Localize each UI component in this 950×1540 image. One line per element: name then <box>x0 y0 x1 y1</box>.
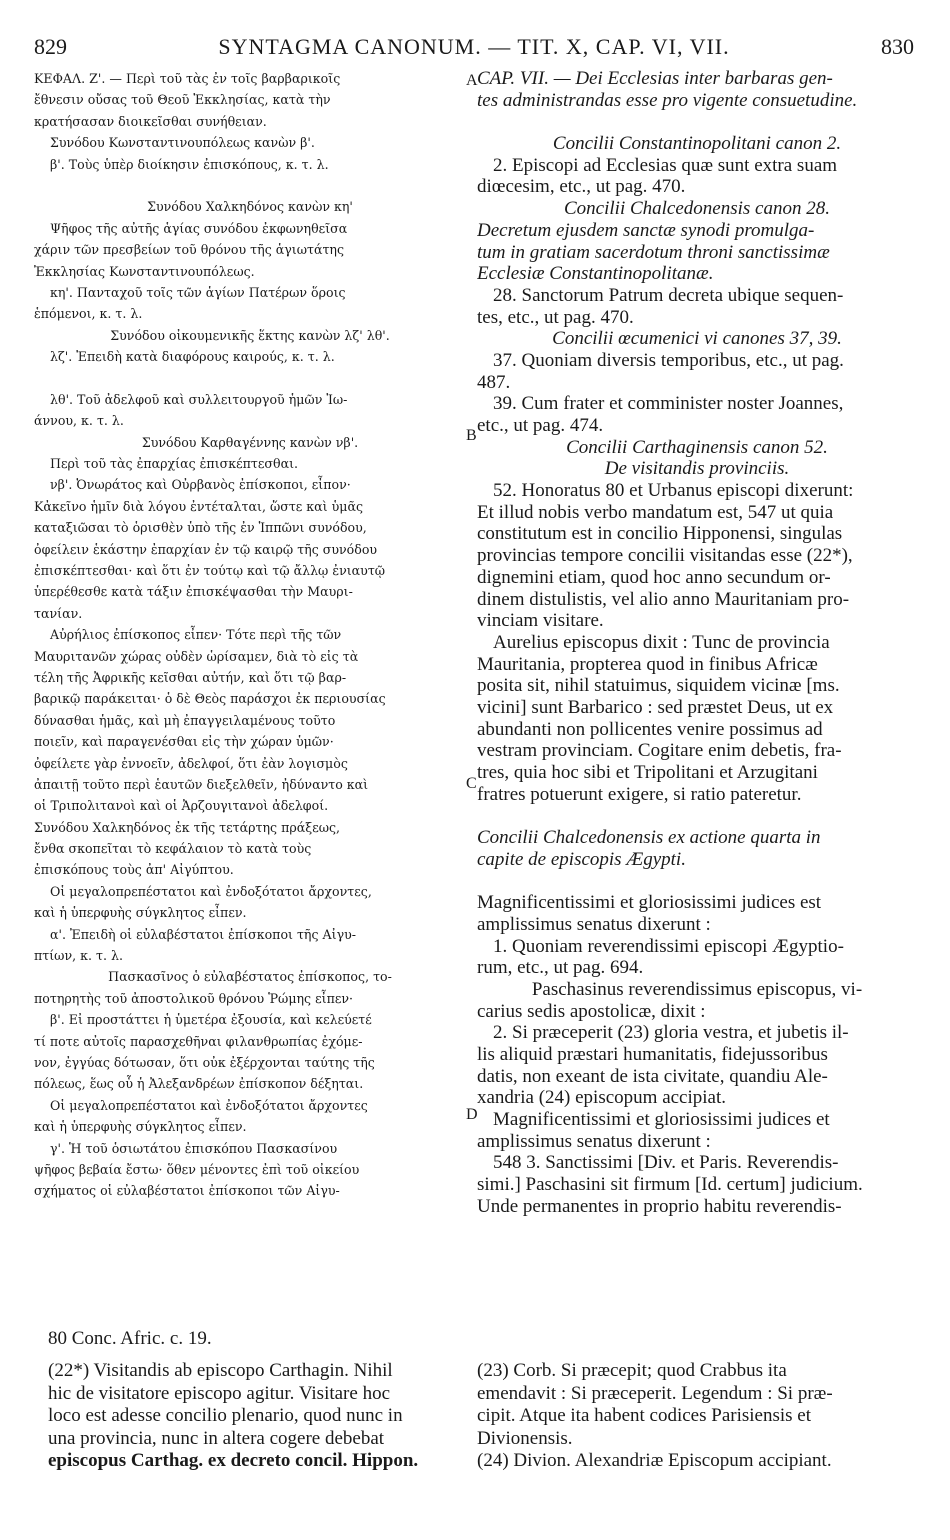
footnotes-right <box>477 1360 917 1473</box>
greek-line: Περὶ τοῦ τὰς ἐπαρχίας ἐπισκέπτεσθαι. <box>50 456 299 472</box>
latin-line: Concilii œcumenici vi canones 37, 39. <box>552 328 842 350</box>
greek-line: καταξιῶσαι τὸ ὁρισθὲν ὑπὸ τῆς ἐν Ἱππῶνι συνόδου, <box>34 520 367 536</box>
greek-line: ἔθνεσιν οὔσας τοῦ Θεοῦ Ἐκκλησίας, κατὰ τὴν <box>34 92 331 108</box>
latin-line: Concilii Carthaginensis canon 52. <box>566 436 828 458</box>
footnote-line: hic de visitatore episcopo agitur. Visitare hoc <box>48 1382 390 1404</box>
latin-line: 39. Cum frater et comminister noster Joannes, <box>493 393 844 415</box>
greek-line: πόλεως, ἕως οὗ ἡ Ἀλεξανδρέων ἐπίσκοπον δέξηται. <box>34 1076 364 1092</box>
latin-line <box>477 805 917 827</box>
greek-line: λζ'. Ἐπειδὴ κατὰ διαφόρους καιρούς, κ. τ. λ. <box>50 349 335 365</box>
greek-line: ποιεῖν, καὶ παραγενέσθαι εἰς τὴν χώραν ὑμῶν· <box>34 734 334 750</box>
greek-line: βαρικῷ παράκειται· ὁ δὲ Θεὸς παράσχοι ἐκ περιουσίας <box>34 691 386 707</box>
greek-line: ἐπισκέπτεσθαι· καὶ ὅτι ἐν τούτῳ καὶ τῷ ἄλλῳ ἐνιαυτῷ <box>34 562 386 578</box>
greek-line: χάριν τῶν πρεσβείων τοῦ θρόνου τῆς ἁγιωτάτης <box>34 242 345 258</box>
greek-line: κη'. Πανταχοῦ τοῖς τῶν ἁγίων Πατέρων ὅροις <box>50 284 346 300</box>
greek-column <box>34 68 466 1202</box>
margin-letter-b: B <box>466 427 477 444</box>
greek-line: Ἐκκλησίας Κωνσταντινουπόλεως. <box>34 263 255 279</box>
latin-line: tum in gratiam sacerdotum throni sanctissimæ <box>477 241 830 263</box>
greek-line: πτίων, κ. τ. λ. <box>34 948 123 964</box>
greek-line: ὑπερέθεσθε κατὰ τάξιν ἐπισκέψασθαι τὴν Μαυρι- <box>34 584 353 600</box>
latin-line: diœcesim, etc., ut pag. 470. <box>477 176 686 198</box>
latin-line: Magnificentissimi et gloriosissimi judices et <box>493 1109 830 1130</box>
latin-line: De visitandis provinciis. <box>604 458 790 480</box>
latin-line: Magnificentissimi et gloriosissimi judices est <box>477 892 822 914</box>
latin-line: tres, quia hoc sibi et Tripolitani et Arzugitani <box>477 762 818 783</box>
greek-line: Ψῆφος τῆς αὐτῆς ἁγίας συνόδου ἐκφωνηθεῖσα <box>50 220 348 236</box>
latin-line: abundanti non pollicentes venire possimus ad <box>477 718 823 740</box>
greek-line: ἔνθα σκοπεῖται τὸ κεφάλαιον τὸ κατὰ τοὺς <box>34 841 312 857</box>
greek-line: ἀπαιτῇ τοῦτο περὶ ἑαυτῶν διεξελθεῖν, ἠδύναντο καὶ <box>34 776 369 792</box>
greek-line: β'. Τοὺς ὑπὲρ διοίκησιν ἐπισκόπους, κ. τ. λ. <box>50 156 329 172</box>
greek-line: ἐπισκόπους τοὺς ἀπ' Αἰγύπτου. <box>34 862 234 878</box>
footnote-line: (22*) Visitandis ab episcopo Carthagin. Nihil <box>48 1360 393 1381</box>
latin-line: Concilii Chalcedonensis canon 28. <box>564 198 830 220</box>
latin-line: Unde permanentes in proprio habitu reverendis- <box>477 1195 842 1217</box>
footnote-line: emendavit : Si præceperit. Legendum : Si præ- <box>477 1382 833 1404</box>
latin-line: 52. Honoratus 80 et Urbanus episcopi dixerunt: <box>493 480 854 502</box>
greek-line: ψῆφος βεβαία ἔστω· ὅθεν μένοντες ἐπὶ τοῦ οἰκείου <box>34 1161 360 1177</box>
greek-line: δύνασθαι ἡμᾶς, καὶ μὴ ἐπαγγειλαμένους τοῦτο <box>34 712 336 728</box>
latin-line: provincias tempore concilii visitandas esse (22*), <box>477 545 853 567</box>
latin-line: posita sit, nihil statuimus, siquidem vicinæ [ms. <box>477 675 840 697</box>
latin-line: etc., ut pag. 474. <box>477 415 604 436</box>
greek-line: κρατήσασαν διοικεῖσθαι συνήθειαν. <box>34 113 267 129</box>
greek-line <box>34 367 466 388</box>
greek-line: Συνόδου Χαλκηδόνος κανὼν κη' <box>147 199 353 215</box>
latin-line: Concilii Constantinopolitani canon 2. <box>552 133 842 155</box>
greek-line: ΚΕΦΑΛ. Ζ'. — Περὶ τοῦ τὰς ἐν τοῖς βαρβαρικοῖς <box>34 71 341 86</box>
greek-line: γ'. Ἡ τοῦ ὁσιωτάτου ἐπισκόπου Πασκασίνου <box>50 1140 338 1156</box>
latin-line: dinem distulistis, vel alio anno Mauritaniam pro- <box>477 588 850 610</box>
greek-line: Οἱ μεγαλοπρεπέστατοι καὶ ἐνδοξότατοι ἄρχοντες, <box>50 883 372 899</box>
greek-line: τέλη τῆς Ἀφρικῆς κεῖσθαι αὐτήν, καὶ ὅτι τῷ βαρ- <box>34 669 347 685</box>
latin-line: constitutum est in concilio Hipponensi, singulas <box>477 523 843 545</box>
greek-line: Πασκασῖνος ὁ εὐλαβέστατος ἐπίσκοπος, το- <box>108 969 392 985</box>
latin-column <box>477 68 917 1217</box>
latin-line: tes administrandas esse pro vigente consuetudine. <box>477 89 858 111</box>
margin-letter-d: D <box>466 1106 478 1123</box>
running-title: SYNTAGMA CANONUM. — TIT. X, CAP. VI, VII. <box>218 34 730 59</box>
latin-line <box>477 870 917 892</box>
footnotes-left <box>48 1360 463 1473</box>
greek-line: β'. Εἰ προστάττει ἡ ὑμετέρα ἐξουσία, καὶ κελεύετέ <box>50 1012 372 1028</box>
latin-line: 548 3. Sanctissimi [Div. et Paris. Reverendis- <box>493 1152 839 1174</box>
latin-line: Decretum ejusdem sanctæ synodi promulga- <box>477 219 815 241</box>
greek-line: Συνόδου Κωνσταντινουπόλεως κανὼν β'. <box>50 135 315 151</box>
latin-line: carius sedis apostolicæ, dixit : <box>477 1000 706 1022</box>
latin-line: Aurelius episcopus dixit : Tunc de provincia <box>493 631 830 653</box>
latin-line: 2. Episcopi ad Ecclesias quæ sunt extra suam <box>493 154 838 176</box>
latin-line: capite de episcopis Ægypti. <box>477 848 686 870</box>
margin-letter-a: A <box>466 72 478 89</box>
greek-line: ὀφείλετε γὰρ ἐννοεῖν, ἀδελφοί, ὅτι ἐὰν λογισμὸς <box>34 755 348 771</box>
latin-line: amplissimus senatus dixerunt : <box>477 1130 711 1152</box>
greek-line: Κἀκεῖνο ἡμῖν διὰ λόγου ἐντέταλται, ὥστε καὶ ὑμᾶς <box>34 498 364 514</box>
greek-line: νον, ἐγγύας δότωσαν, ὅτι οὐκ ἐξέρχονται ταύτης τῆς <box>34 1054 375 1070</box>
latin-line: 1. Quoniam reverendissimi episcopi Ægyptio- <box>493 935 844 957</box>
greek-line: άννου, κ. τ. λ. <box>34 413 124 429</box>
greek-line: νβ'. Ὀνωράτος καὶ Οὐρβανὸς ἐπίσκοποι, εἶπον· <box>50 477 351 493</box>
latin-line: rum, etc., ut pag. 694. <box>477 957 644 979</box>
greek-line: Συνόδου Χαλκηδόνος ἐκ τῆς τετάρτης πράξεως, <box>34 819 341 835</box>
latin-line: lis aliquid præstari humanitatis, fidejussoribus <box>477 1043 828 1065</box>
greek-line: Συνόδου Καρθαγέννης κανὼν νβ'. <box>141 434 359 450</box>
greek-line: Συνόδου οἰκουμενικῆς ἕκτης κανὼν λζ' λθ'. <box>110 327 390 343</box>
latin-line: simi.] Paschasini sit firmum [Id. certum] judicium. <box>477 1174 863 1196</box>
latin-line: 28. Sanctorum Patrum decreta ubique sequen- <box>493 284 844 306</box>
latin-line: Concilii Chalcedonensis ex actione quarta in <box>477 827 821 849</box>
footnote-line: (24) Divion. Alexandriæ Episcopum accipiant. <box>477 1450 832 1471</box>
latin-line: 2. Si præceperit (23) gloria vestra, et jubetis il- <box>493 1022 849 1044</box>
footnote-line: loco est adesse concilio plenario, quod nunc in <box>48 1405 403 1426</box>
right-page-number: 830 <box>881 34 914 59</box>
latin-line: vinciam visitare. <box>477 610 604 632</box>
greek-line: λθ'. Τοῦ ἀδελφοῦ καὶ συλλειτουργοῦ ἡμῶν Ἰω- <box>50 391 348 407</box>
latin-line: 37. Quoniam diversis temporibus, etc., ut pag. <box>493 349 844 371</box>
running-header <box>34 34 914 66</box>
greek-line: καὶ ἡ ὑπερφυὴς σύγκλητος εἶπεν. <box>34 1119 247 1135</box>
greek-line: Μαυριτανῶν χώρας οὐδὲν ὡρίσαμεν, διὰ τὸ εἰς τὰ <box>34 648 359 664</box>
latin-line: CAP. VII. — Dei Ecclesias inter barbaras gen- <box>477 68 833 89</box>
latin-line: dignemini etiam, quod hoc anno secundum or- <box>477 566 831 588</box>
latin-line: Et illud nobis verbo mandatum est, 547 ut quia <box>477 501 834 523</box>
latin-line: fratres potuerunt exigere, si ratio pateretur. <box>477 783 802 805</box>
greek-line: ὀφείλειν ἑκάστην ἐπαρχίαν ἐν τῷ καιρῷ τῆς συνόδου <box>34 541 378 557</box>
greek-line: α'. Ἐπειδὴ οἱ εὐλαβέστατοι ἐπίσκοποι τῆς Αἰγυ- <box>50 926 357 942</box>
latin-line: Mauritania, propterea quod in finibus Africæ <box>477 653 818 675</box>
latin-line: tes, etc., ut pag. 470. <box>477 306 634 328</box>
latin-line: vicini] sunt Barbarico : sed præstet Deus, ut ex <box>477 696 834 718</box>
greek-line: ποτηρητὴς τοῦ ἀποστολικοῦ θρόνου Ῥώμης εἶπεν· <box>34 990 354 1006</box>
greek-line: καὶ ἡ ὑπερφυὴς σύγκλητος εἶπεν. <box>34 905 247 921</box>
greek-line: Οἱ μεγαλοπρεπέστατοι καὶ ἐνδοξότατοι ἄρχοντες <box>50 1097 368 1113</box>
left-page-number: 829 <box>34 34 67 59</box>
latin-line: vestram provinciam. Cogitare enim debetis, fra- <box>477 740 842 762</box>
latin-line: datis, non exeant de ista civitate, quandiu Ale- <box>477 1065 828 1087</box>
greek-line: ἑπόμενοι, κ. τ. λ. <box>34 306 143 322</box>
footnote-line: (23) Corb. Si præcepit; quod Crabbus ita <box>477 1360 787 1381</box>
latin-line: 487. <box>477 371 511 393</box>
greek-line: τανίαν. <box>34 605 83 621</box>
footnote-line: cipit. Atque ita habent codices Parisiensis et <box>477 1405 812 1426</box>
greek-line: Αὐρήλιος ἐπίσκοπος εἶπεν· Τότε περὶ τῆς τῶν <box>50 627 342 643</box>
latin-line: Paschasinus reverendissimus episcopus, vi- <box>531 978 863 1000</box>
greek-line: σχήματος οἱ εὐλαβέστατοι ἐπίσκοποι τῶν Αἰγυ- <box>34 1183 340 1199</box>
footnote-80: 80 Conc. Afric. c. 19. <box>48 1328 212 1349</box>
footnote-line: episcopus Carthag. ex decreto concil. Hippon. <box>48 1450 419 1471</box>
footnote-line: Divionensis. <box>477 1427 573 1449</box>
latin-line: Ecclesiæ Constantinopolitanæ. <box>477 263 714 285</box>
latin-line: xandria (24) episcopum accipiat. <box>477 1087 727 1109</box>
latin-line: amplissimus senatus dixerunt : <box>477 913 711 935</box>
latin-line <box>477 111 917 133</box>
greek-line: οἱ Τριπολιτανοὶ καὶ οἱ Ἀρζουγιτανοὶ ἀδελφοί. <box>34 798 329 814</box>
greek-line: τί ποτε αὐτοῖς παρασχεθῆναι φιλανθρωπίας ἐχόμε- <box>34 1033 363 1049</box>
footnote-line: una provincia, nunc in altera cogere debebat <box>48 1427 385 1449</box>
greek-line <box>34 175 466 196</box>
margin-letter-c: C <box>466 775 477 792</box>
